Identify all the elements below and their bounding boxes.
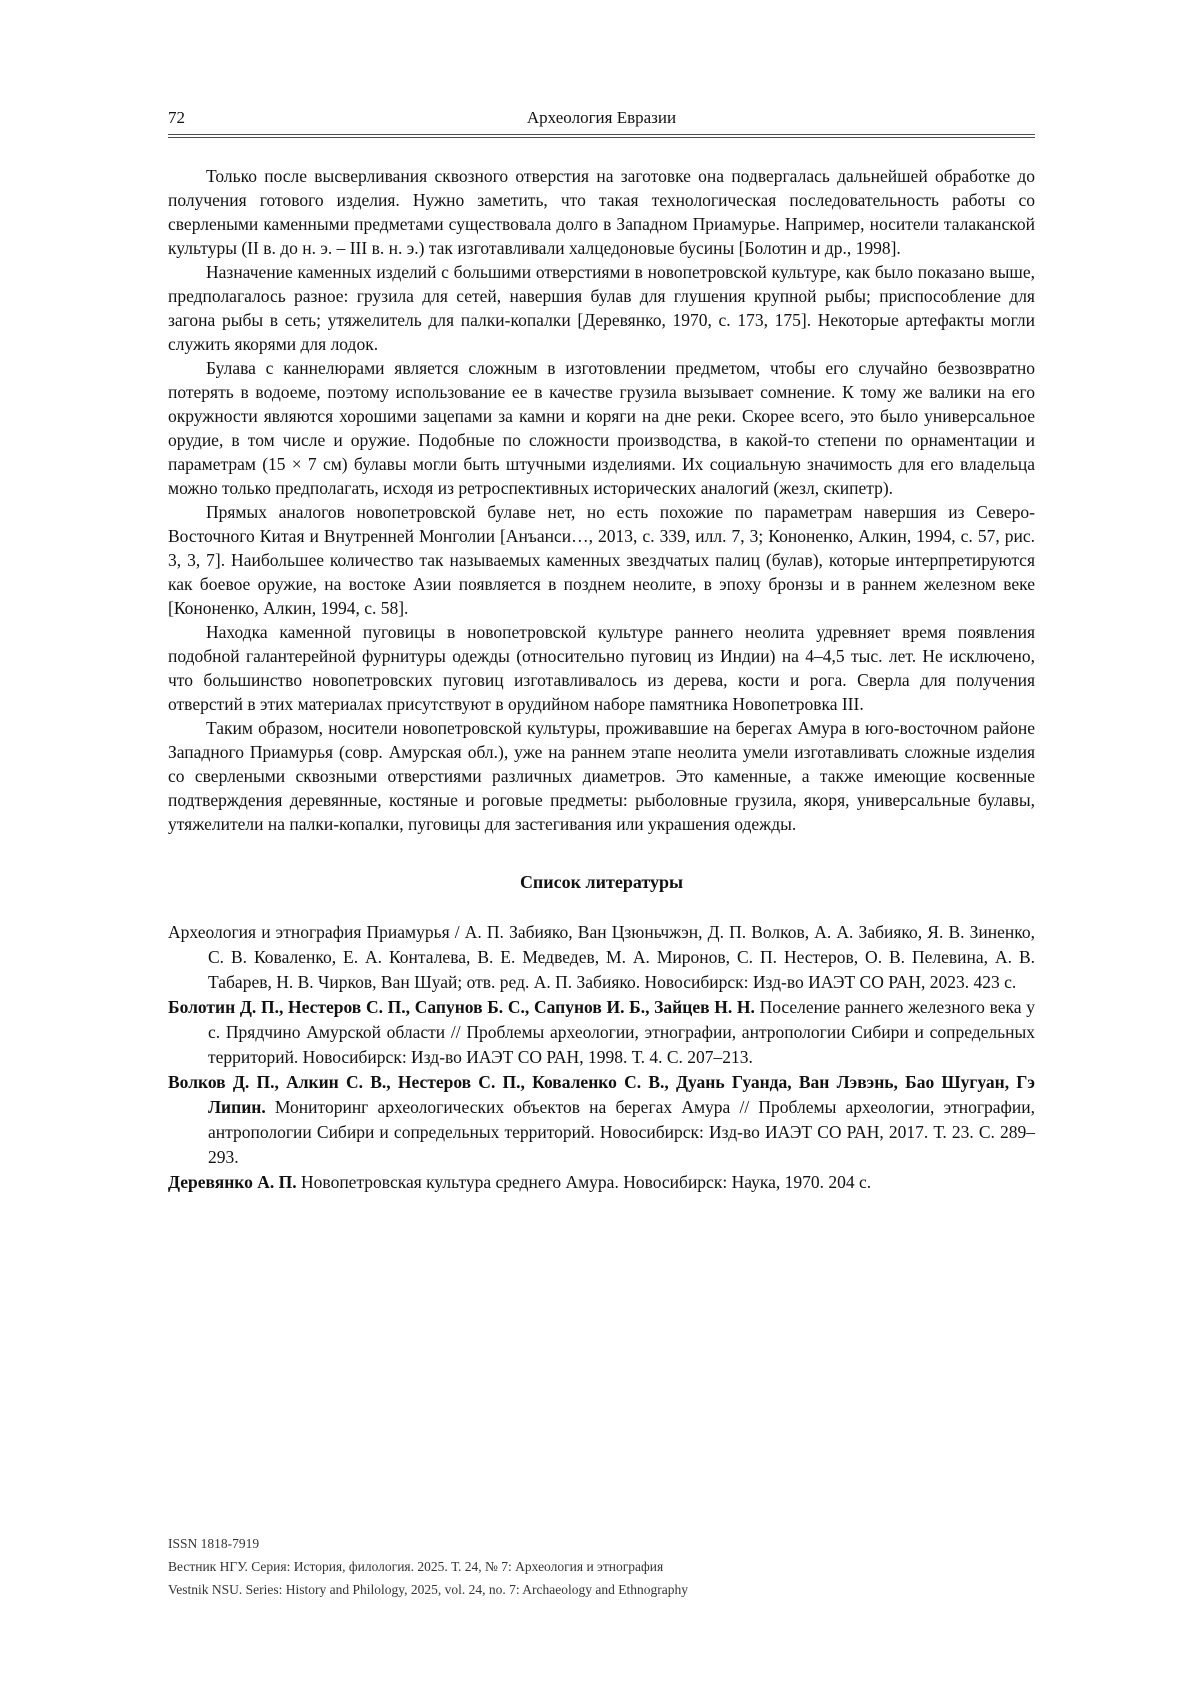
body-paragraph-1: Только после высверливания сквозного отверстия на заготовке она подвергалась дальнейшей обработке до получения готового изделия. Нужно заметить, что такая технологическая последовательность работы со сверлеными каменными предметами существовала долго в Западном Приамурье. Например, носители талаканской культуры (II в. до н. э. – III в. н. э.) так изготавливали халцедоновые бусины [Болотин и др., 1998]. bbox=[168, 166, 1035, 258]
reference-entry-4 bbox=[168, 1170, 1035, 1195]
article-body bbox=[168, 164, 1035, 836]
reference-text: Мониторинг археологических объектов на берегах Амура // Проблемы археологии, этнографии, антропологии Сибири и сопредельных территорий. Новосибирск: Изд-во ИАЭТ СО РАН, 2017. Т. 23. С. 289–293. bbox=[208, 1097, 1035, 1167]
reference-entry-1 bbox=[168, 920, 1035, 995]
body-paragraph-6: Таким образом, носители новопетровской культуры, проживавшие на берегах Амура в юго-восточном районе Западного Приамурья (совр. Амурская обл.), уже на раннем этапе неолита умели изготавливать сложные изделия со сверлеными сквозными отверстиями различных диаметров. Это каменные, а также имеющие косвенные подтверждения деревянные, костяные и роговые предметы: рыболовные грузила, якоря, универсальные булавы, утяжелители на палки-копалки, пуговицы для застегивания или украшения одежды. bbox=[168, 718, 1035, 834]
reference-text: Поселение раннего железного века у с. Прядчино Амурской области // Проблемы археологии, этнографии, антропологии Сибири и сопредельных территорий. Новосибирск: Изд-во ИАЭТ СО РАН, 1998. Т. 4. С. 207–213. bbox=[208, 997, 1035, 1067]
body-paragraph-3: Булава с каннелюрами является сложным в изготовлении предметом, чтобы его случайно безвозвратно потерять в водоеме, поэтому использование ее в качестве грузила вызывает сомнение. К тому же валики на его окружности являются хорошими зацепами за камни и коряги на дне реки. Скорее всего, это было универсальное орудие, в том числе и оружие. Подобные по сложности производства, в какой-то степени по орнаментации и параметрам (15 × 7 см) булавы могли быть штучными изделиями. Их социальную значимость для его владельца можно только предполагать, исходя из ретроспективных исторических аналогий (жезл, скипетр). bbox=[168, 358, 1035, 498]
reference-authors: Болотин Д. П., Нестеров С. П., Сапунов Б. С., Сапунов И. Б., Зайцев Н. Н. bbox=[168, 997, 755, 1017]
body-paragraph-2: Назначение каменных изделий с большими отверстиями в новопетровской культуре, как было показано выше, предполагалось разное: грузила для сетей, навершия булав для глушения крупной рыбы; приспособление для загона рыбы в сеть; утяжелитель для палки-копалки [Деревянко, 1970, с. 173, 175]. Некоторые артефакты могли служить якорями для лодок. bbox=[168, 262, 1035, 354]
body-paragraph-5: Находка каменной пуговицы в новопетровской культуре раннего неолита удревняет время появления подобной галантерейной фурнитуры одежды (относительно пуговиц из Индии) на 4–4,5 тыс. лет. Не исключено, что большинство новопетровских пуговиц изготавливалось из дерева, кости и рога. Сверла для получения отверстий в этих материалах присутствуют в орудийном наборе памятника Новопетровка III. bbox=[168, 622, 1035, 714]
reference-authors: Деревянко А. П. bbox=[168, 1172, 297, 1192]
references-heading: Список литературы bbox=[519, 872, 684, 892]
reference-entry-2 bbox=[168, 995, 1035, 1070]
reference-entry-3 bbox=[168, 1070, 1035, 1170]
header-rule bbox=[168, 134, 1035, 138]
footer-journal-ru: Вестник НГУ. Серия: История, филология. 2025. Т. 24, № 7: Археология и этнография bbox=[168, 1559, 664, 1574]
running-title: Археология Евразии bbox=[526, 108, 677, 127]
body-paragraph-4: Прямых аналогов новопетровской булаве нет, но есть похожие по параметрам навершия из Северо-Восточного Китая и Внутренней Монголии [Анъанси…, 2013, с. 339, илл. 7, 3; Кононенко, Алкин, 1994, с. 57, рис. 3, 3, 7]. Наибольшее количество так называемых каменных звездчатых палиц (булав), которые интерпретируются как боевое оружие, на востоке Азии появляется в позднем неолите, в эпоху бронзы и в раннем железном веке [Кононенко, Алкин, 1994, с. 58]. bbox=[168, 502, 1035, 618]
references-list bbox=[168, 920, 1035, 1195]
page-footer bbox=[168, 1532, 1035, 1601]
reference-text: Археология и этнография Приамурья / А. П. Забияко, Ван Цзюньчжэн, Д. П. Волков, А. А. Забияко, Я. В. Зиненко, С. В. Коваленко, Е. А. Конталева, В. Е. Медведев, М. А. Миронов, С. П. Нестеров, О. В. Пелевина, А. В. Табарев, Н. В. Чирков, Ван Шуай; отв. ред. А. П. Забияко. Новосибирск: Изд-во ИАЭТ СО РАН, 2023. 423 с. bbox=[168, 922, 1035, 992]
text-block bbox=[168, 106, 1035, 1195]
footer-issn: ISSN 1818-7919 bbox=[168, 1536, 260, 1551]
footer-journal-en: Vestnik NSU. Series: History and Philology, 2025, vol. 24, no. 7: Archaeology and Ethnography bbox=[168, 1582, 688, 1597]
page-header bbox=[168, 106, 1035, 130]
reference-text: Новопетровская культура среднего Амура. Новосибирск: Наука, 1970. 204 с. bbox=[296, 1172, 872, 1192]
page-number: 72 bbox=[168, 108, 185, 127]
reference-authors: Волков Д. П., Алкин С. В., Нестеров С. П., Коваленко С. В., Дуань Гуанда, Ван Лэвэнь, Бао Шугуан, Гэ Липин. bbox=[168, 1072, 1035, 1117]
